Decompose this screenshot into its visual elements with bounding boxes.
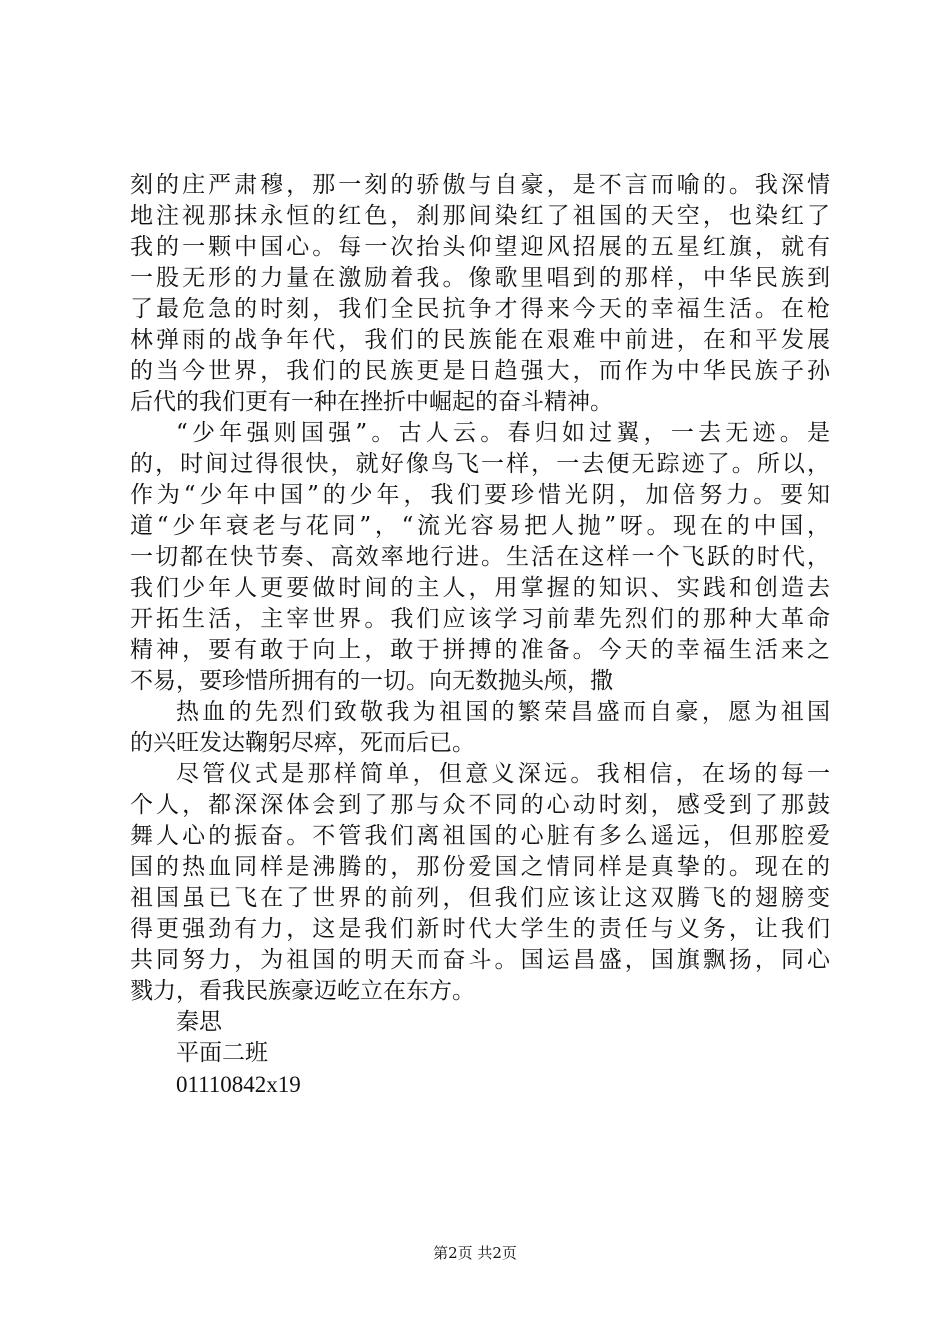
paragraph-line: 精神，要有敢于向上，敢于拼搏的准备。今天的幸福生活来之 [130,637,830,663]
paragraph-line: 的当今世界，我们的民族更是日趋强大，而作为中华民族子孙 [130,358,830,384]
paragraph-line: 国的热血同样是沸腾的，那份爱国之情同样是真挚的。现在的 [130,854,830,880]
paragraph-line: 热血的先烈们致敬我为祖国的繁荣昌盛而自豪，愿为祖国 [176,699,830,725]
paragraph-line: 刻的庄严肃穆，那一刻的骄傲与自豪，是不言而喻的。我深情 [130,172,830,198]
paragraph [130,697,830,759]
paragraph-container [130,170,830,1007]
paragraph-line: 地注视那抹永恒的红色，刹那间染红了祖国的天空，也染红了 [130,203,830,229]
paragraph-line: 舞人心的振奋。不管我们离祖国的心脏有多么遥远，但那腔爱 [130,823,830,849]
paragraph-line: 一切都在快节奏、高效率地行进。生活在这样一个飞跃的时代， [130,544,830,570]
paragraph-line: 不易，要珍惜所拥有的一切。向无数抛头颅，撒 [130,668,613,694]
paragraph-line: 戮力，看我民族豪迈屹立在东方。 [130,978,475,1004]
paragraph-line: 一股无形的力量在激励着我。像歌里唱到的那样，中华民族到 [130,265,830,291]
paragraph-line: 我们少年人更要做时间的主人，用掌握的知识、实践和创造去 [130,575,830,601]
signature-name: 秦思 [176,1009,222,1035]
paragraph-line: 共同努力，为祖国的明天而奋斗。国运昌盛，国旗飘扬，同心 [130,947,830,973]
paragraph [130,418,830,697]
paragraph-line: 了最危急的时刻，我们全民抗争才得来今天的幸福生活。在枪 [130,296,830,322]
paragraph [130,759,830,1007]
paragraph-line: 的兴旺发达鞠躬尽瘁，死而后已。 [130,730,475,756]
paragraph-line: 我的一颗中国心。每一次抬头仰望迎风招展的五星红旗，就有 [130,234,830,260]
paragraph-line: 道“少年衰老与花同”，“流光容易把人抛”呀。现在的中国， [130,513,830,539]
paragraph [130,170,830,418]
page-footer: 第2页 共2页 [433,1244,517,1262]
signature-class: 平面二班 [176,1040,268,1066]
paragraph-line: 尽管仪式是那样简单，但意义深远。我相信，在场的每一 [176,761,830,787]
paragraph-line: 祖国虽已飞在了世界的前列，但我们应该让这双腾飞的翅膀变 [130,885,830,911]
signature-student-id: 01110842x19 [176,1072,301,1097]
paragraph-line: 个人，都深深体会到了那与众不同的心动时刻，感受到了那鼓 [130,792,830,818]
paragraph-line: 作为“少年中国”的少年，我们要珍惜光阴，加倍努力。要知 [130,482,830,508]
paragraph-line: 的，时间过得很快，就好像鸟飞一样，一去便无踪迹了。所以， [130,451,830,477]
paragraph-line: 开拓生活，主宰世界。我们应该学习前辈先烈们的那种大革命 [130,606,830,632]
paragraph-line: “少年强则国强”。古人云。春归如过翼，一去无迹。是 [176,420,830,446]
paragraph-line: 得更强劲有力，这是我们新时代大学生的责任与义务，让我们 [130,916,830,942]
paragraph-line: 林弹雨的战争年代，我们的民族能在艰难中前进，在和平发展 [130,327,830,353]
document-body [130,170,830,1100]
paragraph-line: 后代的我们更有一种在挫折中崛起的奋斗精神。 [130,389,613,415]
